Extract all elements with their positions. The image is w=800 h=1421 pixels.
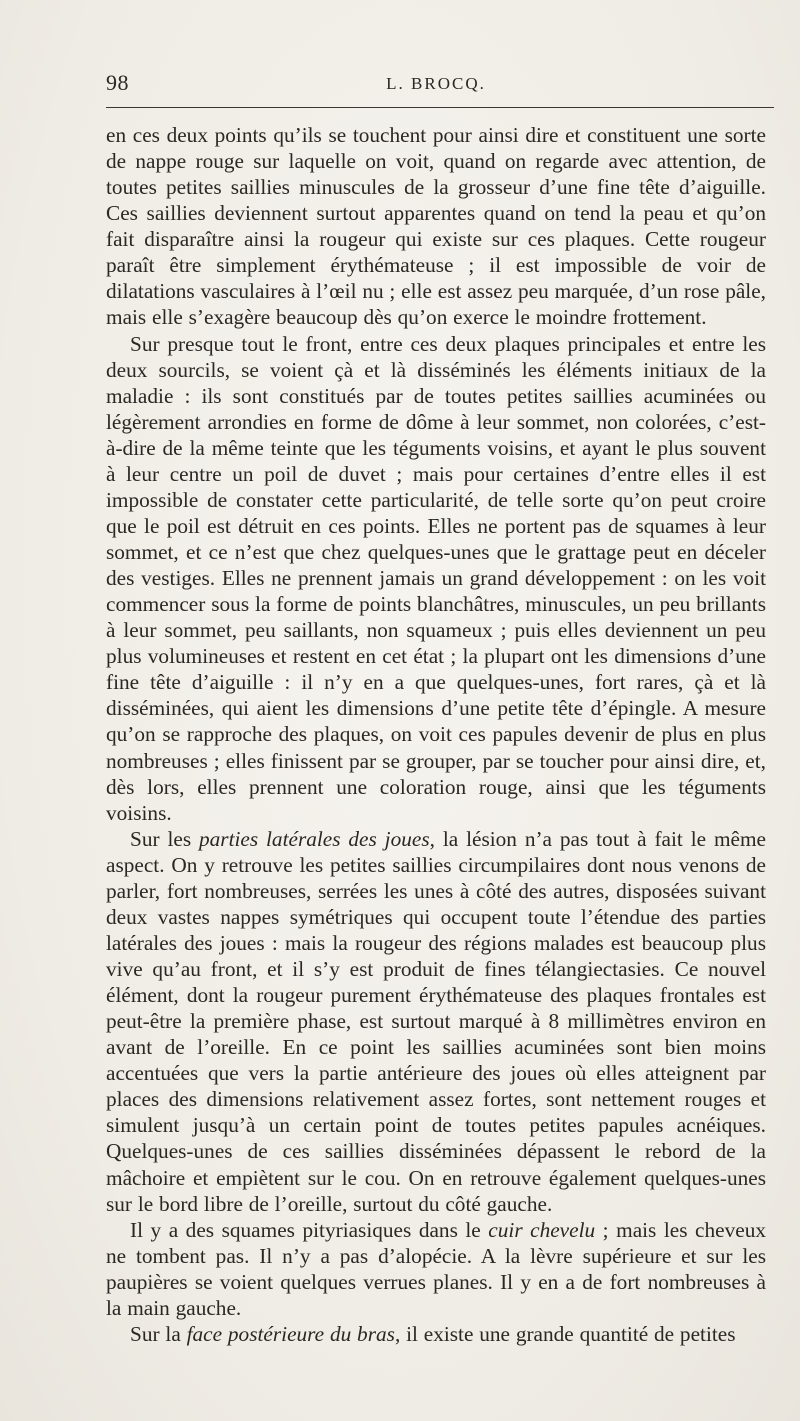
- italic-term: cuir chevelu: [488, 1217, 596, 1242]
- paragraph-3: [106, 826, 766, 1217]
- text-segment: en ces deux points qu’ils se touchent pour ainsi dire et constituent une sorte de nappe rouge sur laquelle on voit, quand on regarde avec attention, de toutes petites saillies minuscules de la grosseur d’une fine tête d’aiguille. Ces saillies deviennent surtout apparentes quand on tend la peau et qu’on fait disparaître ainsi la rougeur qui existe sur ces plaques. Cette rougeur paraît être simplement érythémateuse ; il est impossible de voir de dilatations vasculaires à l’œil nu ; elle est assez peu marquée, d’un rose pâle, mais elle s’exagère beaucoup dès qu’on exerce le moindre frottement.: [106, 123, 766, 330]
- text-segment: , la lésion n’a pas tout à fait le même aspect. On y retrouve les petites saillies circumpilaires dont nous venons de parler, fort nombreuses, serrées les unes à côté des autres, disposées suivant deux vastes nappes symétriques qui occupent toute l’étendue des parties latérales des joues : mais la rougeur des régions malades est beaucoup plus vive qu’au front, et il s’y est produit de fines télangiectasies. Ce nouvel élément, dont la rougeur purement érythémateuse des plaques frontales est peut-être la première phase, est surtout marqué à 8 millimètres environ en avant de l’oreille. En ce point les saillies acuminées sont bien moins accentuées que vers la partie antérieure des joues où elles atteignent par places des dimensions relativement assez fortes, sont nettement rouges et simulent jusqu’à un certain point de toutes petites papules acnéiques. Quelques-unes de ces saillies disséminées dépassent le rebord de la mâchoire et empiètent sur le cou. On en retrouve également quelques-unes sur le bord libre de l’oreille, surtout du côté gauche.: [106, 826, 766, 1216]
- italic-term: parties latérales des joues: [198, 826, 430, 851]
- running-head: L. BROCQ.: [386, 74, 486, 93]
- italic-term: face postérieure du bras: [186, 1321, 395, 1346]
- page-number: 98: [106, 70, 129, 95]
- text-segment: ; mais les cheveux ne tombent pas. Il n’y a pas d’alopécie. A la lèvre supérieure et sur les paupières se voient quelques verrues planes. Il y en a de fort nombreuses à la main gauche.: [106, 1217, 767, 1320]
- header-rule: [106, 107, 774, 108]
- page-header: [106, 70, 766, 100]
- text-segment: Il y a des squames pityriasiques dans le: [130, 1217, 489, 1242]
- body-text: [106, 122, 766, 1347]
- text-segment: Sur les: [130, 826, 199, 851]
- paragraph-4: [106, 1217, 766, 1321]
- paragraph-2: [106, 331, 766, 826]
- paragraph-5: [106, 1321, 766, 1347]
- text-segment: Sur presque tout le front, entre ces deux plaques principales et entre les deux sourcils, se voient çà et là disséminés les éléments initiaux de la maladie : ils sont constitués par de toutes petites saillies acuminées ou légèrement arrondies en forme de dôme à leur sommet, non colorées, c’est-à-dire de la même teinte que les téguments voisins, et ayant le plus souvent à leur centre un poil de duvet ; mais pour certaines d’entre elles il est impossible de constater cette particularité, de telle sorte qu’on peut croire que le poil est détruit en ces points. Elles ne portent pas de squames à leur sommet, et ce n’est que chez quelques-unes que le grattage peut en déceler des vestiges. Elles ne prennent jamais un grand développement : on les voit commencer sous la forme de points blanchâtres, minuscules, un peu brillants à leur sommet, peu saillants, non squameux ; puis elles deviennent un peu plus volumineuses et restent en cet état ; la plupart ont les dimensions d’une fine tête d’aiguille : il n’y en a que quelques-unes, fort rares, çà et là disséminées, qui aient les dimensions d’une petite tête d’épingle. A mesure qu’on se rapproche des plaques, on voit ces papules devenir de plus en plus nombreuses ; elles finissent par se grouper, par se toucher pour ainsi dire, et, dès lors, elles prennent une coloration rouge, ainsi que les téguments voisins.: [106, 331, 766, 825]
- paragraph-1: [106, 122, 766, 331]
- text-segment: Sur la: [130, 1321, 187, 1346]
- text-segment: , il existe une grande quantité de petites: [394, 1321, 736, 1346]
